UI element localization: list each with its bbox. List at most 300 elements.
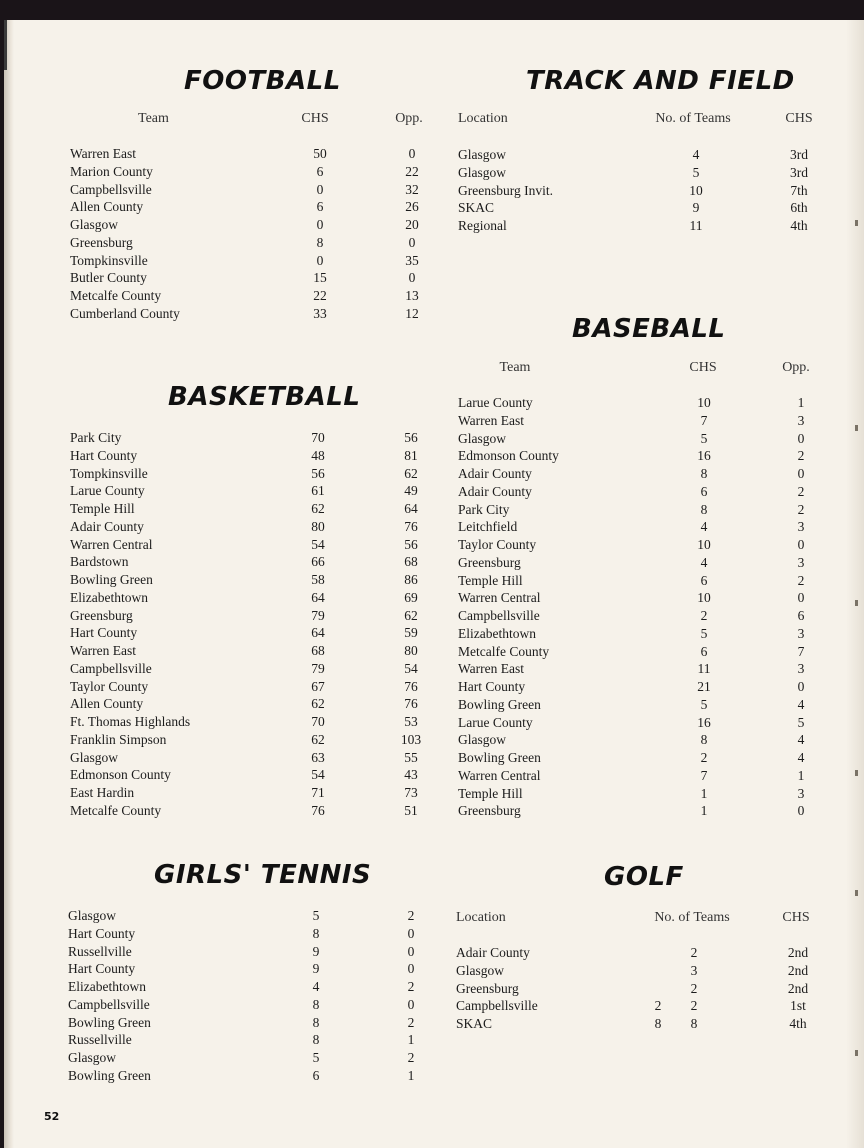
track-row <box>4 183 864 201</box>
baseball-row <box>4 750 864 768</box>
opponent-cell: Bowling Green <box>70 572 153 587</box>
opponent-cell: Park City <box>70 430 122 445</box>
opponent-cell: Elizabethtown <box>70 589 148 605</box>
opp-score-cell: 86 <box>404 572 418 587</box>
baseball-header-team: Team <box>499 360 531 375</box>
baseball-row <box>4 448 864 466</box>
chs-score-cell: 15 <box>313 270 327 286</box>
chs-score-cell: 6 <box>700 483 708 499</box>
golf-row <box>4 963 864 981</box>
chs-score-cell: 71 <box>311 785 325 800</box>
edge-mark <box>855 1050 858 1056</box>
football-title: FOOTBALL <box>184 66 341 96</box>
location-cell: Greensburg <box>456 980 519 996</box>
chs-score-cell: 2 <box>700 608 708 623</box>
binding-mark <box>4 20 7 70</box>
baseball-row <box>4 732 864 750</box>
opp-score-cell: 0 <box>408 234 416 250</box>
teams-cell: 3 <box>690 962 698 978</box>
baseball-row <box>4 431 864 449</box>
opponent-cell: Campbellsville <box>68 996 150 1012</box>
chs-score-cell: 6 <box>316 163 324 179</box>
teams-cell: 4 <box>692 147 700 162</box>
baseball-row <box>4 502 864 520</box>
chs-score-cell: 7 <box>700 412 708 428</box>
opp-score-cell: 3 <box>797 661 805 677</box>
opp-score-cell: 1 <box>407 1032 415 1048</box>
chs-score-cell: 5 <box>312 1050 320 1065</box>
opp-score-cell: 4 <box>797 696 805 712</box>
teams-cell: 5 <box>692 164 700 180</box>
opponent-cell: Greensburg <box>458 803 521 819</box>
golf-title: GOLF <box>604 862 684 892</box>
baseball-row <box>4 644 864 662</box>
baseball-table <box>4 395 864 821</box>
tennis-row <box>4 1032 434 1050</box>
opp-score-cell: 1 <box>797 395 805 410</box>
baseball-row <box>4 484 864 502</box>
opp-score-cell: 54 <box>404 660 418 676</box>
chs-score-cell: 63 <box>311 749 325 765</box>
opp-score-cell: 32 <box>405 181 419 197</box>
opponent-cell: Glasgow <box>68 1050 116 1065</box>
opp-score-cell: 81 <box>404 447 418 463</box>
opp-score-cell: 0 <box>797 590 805 606</box>
chs-score-cell: 70 <box>311 714 325 729</box>
baseball-row <box>4 768 864 786</box>
chs-score-cell: 4 <box>312 979 320 994</box>
chs-score-cell: 8 <box>700 501 708 517</box>
baseball-row <box>4 466 864 484</box>
track-header-teams: No. of Teams <box>655 111 731 126</box>
page-number: 52 <box>44 1110 60 1123</box>
baseball-row <box>4 413 864 431</box>
chs-score-cell: 62 <box>311 731 325 747</box>
baseball-header-chs: CHS <box>689 360 717 375</box>
baseball-row <box>4 590 864 608</box>
opponent-cell: Campbellsville <box>70 181 152 197</box>
teams-cell: 11 <box>689 218 703 233</box>
football-header-opp: Opp. <box>395 111 423 126</box>
opp-score-cell: 73 <box>404 785 418 800</box>
opp-score-cell: 0 <box>797 466 805 481</box>
opponent-cell: Glasgow <box>68 908 116 923</box>
opp-score-cell: 7 <box>797 643 805 659</box>
opp-score-cell: 2 <box>407 908 415 923</box>
opp-score-cell: 56 <box>404 536 418 552</box>
location-cell: Greensburg Invit. <box>458 182 553 198</box>
opponent-cell: Warren East <box>458 412 525 428</box>
opponent-cell: Adair County <box>70 518 144 534</box>
opp-score-cell: 20 <box>405 217 419 232</box>
opp-score-cell: 0 <box>407 943 415 959</box>
chs-score-cell: 0 <box>316 252 324 268</box>
yearbook-page <box>4 20 864 1148</box>
opp-score-cell: 80 <box>404 643 418 658</box>
opponent-cell: Bowling Green <box>68 1014 151 1030</box>
baseball-row <box>4 519 864 537</box>
place-cell: 1st <box>790 998 806 1014</box>
baseball-header-opp: Opp. <box>782 360 810 375</box>
baseball-row <box>4 803 864 821</box>
chs-score-cell: 64 <box>311 589 325 605</box>
football-row <box>4 306 434 324</box>
opponent-cell: Warren Central <box>458 590 541 606</box>
opponent-cell: Hart County <box>68 961 136 977</box>
chs-score-cell: 0 <box>316 181 324 197</box>
tennis-row <box>4 1050 434 1068</box>
chs-score-cell: 8 <box>312 1032 320 1048</box>
place-cell: 6th <box>790 200 808 216</box>
opp-score-cell: 51 <box>404 802 418 818</box>
opp-score-cell: 64 <box>404 501 418 516</box>
extra-number-cell: 2 <box>654 998 662 1014</box>
chs-score-cell: 8 <box>312 996 320 1012</box>
chs-score-cell: 10 <box>697 590 711 606</box>
chs-score-cell: 21 <box>697 679 711 694</box>
opponent-cell: Bowling Green <box>68 1067 151 1083</box>
place-cell: 2nd <box>787 945 809 960</box>
opp-score-cell: 76 <box>404 696 418 712</box>
opponent-cell: Campbellsville <box>458 608 540 623</box>
chs-score-cell: 4 <box>700 554 708 570</box>
golf-table <box>4 945 864 1034</box>
opp-score-cell: 2 <box>797 572 805 588</box>
golf-row <box>4 981 864 999</box>
place-cell: 7th <box>790 182 808 198</box>
location-cell: Glasgow <box>458 147 506 162</box>
opponent-cell: Allen County <box>70 696 144 712</box>
opponent-cell: Metcalfe County <box>458 643 550 659</box>
opponent-cell: Temple Hill <box>458 572 523 588</box>
opp-score-cell: 3 <box>797 519 805 535</box>
chs-score-cell: 66 <box>311 554 325 570</box>
baseball-row <box>4 537 864 555</box>
opponent-cell: Temple Hill <box>458 785 523 801</box>
basketball-title: BASKETBALL <box>168 382 361 412</box>
opponent-cell: Cumberland County <box>70 305 180 321</box>
opponent-cell: Hart County <box>458 679 526 694</box>
opp-score-cell: 3 <box>797 625 805 641</box>
opponent-cell: Ft. Thomas Highlands <box>70 714 191 729</box>
opp-score-cell: 43 <box>404 767 418 783</box>
football-header-chs: CHS <box>301 111 329 126</box>
opp-score-cell: 4 <box>797 732 805 748</box>
opp-score-cell: 0 <box>407 961 415 977</box>
edge-mark <box>855 890 858 896</box>
opp-score-cell: 26 <box>405 199 419 215</box>
opponent-cell: Bowling Green <box>458 750 541 765</box>
chs-score-cell: 7 <box>700 767 708 783</box>
opponent-cell: Metcalfe County <box>70 288 162 303</box>
teams-cell: 8 <box>690 1016 698 1031</box>
chs-score-cell: 54 <box>311 767 325 783</box>
location-cell: SKAC <box>458 200 495 216</box>
place-cell: 3rd <box>790 164 808 180</box>
tennis-row <box>4 926 434 944</box>
tennis-row <box>4 1068 434 1086</box>
opponent-cell: Greensburg <box>70 234 133 250</box>
opponent-cell: Taylor County <box>458 537 537 552</box>
chs-score-cell: 5 <box>700 696 708 712</box>
opp-score-cell: 6 <box>797 608 805 623</box>
opp-score-cell: 0 <box>408 270 416 286</box>
opponent-cell: Edmonson County <box>70 767 171 783</box>
opp-score-cell: 0 <box>797 803 805 819</box>
opponent-cell: Butler County <box>70 270 147 286</box>
opponent-cell: Larue County <box>70 483 145 499</box>
golf-header-teams: No. of Teams <box>654 910 730 925</box>
baseball-row <box>4 573 864 591</box>
chs-score-cell: 8 <box>700 732 708 748</box>
opp-score-cell: 22 <box>405 163 419 179</box>
chs-score-cell: 76 <box>311 802 325 818</box>
baseball-row <box>4 608 864 626</box>
chs-score-cell: 6 <box>700 643 708 659</box>
opponent-cell: Franklin Simpson <box>70 731 167 747</box>
opponent-cell: Tompkinsville <box>70 465 148 481</box>
opp-score-cell: 2 <box>797 501 805 517</box>
chs-score-cell: 61 <box>311 483 325 499</box>
track-row <box>4 165 864 183</box>
opponent-cell: Warren East <box>70 146 137 161</box>
chs-score-cell: 8 <box>312 1014 320 1030</box>
opp-score-cell: 62 <box>404 465 418 481</box>
opponent-cell: Warren Central <box>70 536 153 552</box>
golf-header-location: Location <box>456 910 506 925</box>
opponent-cell: Tompkinsville <box>70 252 148 268</box>
place-cell: 2nd <box>787 980 809 996</box>
track-row <box>4 147 864 165</box>
opponent-cell: Adair County <box>458 466 532 481</box>
opp-score-cell: 0 <box>797 537 805 552</box>
opp-score-cell: 55 <box>404 749 418 765</box>
opponent-cell: Taylor County <box>70 678 149 694</box>
opponent-cell: Warren Central <box>458 767 541 783</box>
opp-score-cell: 0 <box>797 430 805 446</box>
extra-number-cell: 8 <box>654 1016 662 1031</box>
opp-score-cell: 76 <box>404 518 418 534</box>
chs-score-cell: 0 <box>316 217 324 232</box>
chs-score-cell: 4 <box>700 519 708 535</box>
opponent-cell: Marion County <box>70 163 153 179</box>
baseball-row <box>4 679 864 697</box>
place-cell: 4th <box>790 218 808 233</box>
chs-score-cell: 22 <box>313 288 327 303</box>
tennis-title: GIRLS' TENNIS <box>154 860 372 890</box>
chs-score-cell: 9 <box>312 943 320 959</box>
opp-score-cell: 2 <box>407 1050 415 1065</box>
teams-cell: 9 <box>692 200 700 216</box>
opponent-cell: Elizabethtown <box>458 625 536 641</box>
chs-score-cell: 79 <box>311 660 325 676</box>
chs-score-cell: 33 <box>313 305 327 321</box>
football-row <box>4 253 434 271</box>
opp-score-cell: 2 <box>797 448 805 464</box>
opp-score-cell: 49 <box>404 483 418 499</box>
opp-score-cell: 2 <box>407 979 415 994</box>
opp-score-cell: 35 <box>405 252 419 268</box>
chs-score-cell: 5 <box>700 430 708 446</box>
chs-score-cell: 48 <box>311 447 325 463</box>
chs-score-cell: 8 <box>312 925 320 941</box>
opponent-cell: Russellville <box>68 943 132 959</box>
opponent-cell: East Hardin <box>70 785 135 800</box>
chs-score-cell: 2 <box>700 750 708 765</box>
chs-score-cell: 62 <box>311 501 325 516</box>
chs-score-cell: 1 <box>700 785 708 801</box>
chs-score-cell: 5 <box>312 908 320 923</box>
opponent-cell: Metcalfe County <box>70 802 162 818</box>
teams-cell: 10 <box>689 182 703 198</box>
chs-score-cell: 5 <box>700 625 708 641</box>
teams-cell: 2 <box>690 945 698 960</box>
opp-score-cell: 53 <box>404 714 418 729</box>
opponent-cell: Russellville <box>68 1032 132 1048</box>
chs-score-cell: 54 <box>311 536 325 552</box>
opponent-cell: Hart County <box>70 447 138 463</box>
chs-score-cell: 50 <box>313 146 327 161</box>
location-cell: Regional <box>458 218 507 233</box>
opp-score-cell: 1 <box>407 1067 415 1083</box>
opp-score-cell: 76 <box>404 678 418 694</box>
chs-score-cell: 80 <box>311 518 325 534</box>
tennis-row <box>4 908 434 926</box>
opponent-cell: Elizabethtown <box>68 979 146 994</box>
opp-score-cell: 0 <box>408 146 416 161</box>
opp-score-cell: 0 <box>407 925 415 941</box>
opponent-cell: Glasgow <box>70 217 118 232</box>
golf-row <box>4 1016 864 1034</box>
opponent-cell: Hart County <box>68 925 136 941</box>
opponent-cell: Hart County <box>70 625 138 641</box>
location-cell: Glasgow <box>458 164 506 180</box>
opponent-cell: Larue County <box>458 395 533 410</box>
opponent-cell: Edmonson County <box>458 448 559 464</box>
opp-score-cell: 13 <box>405 288 419 303</box>
chs-score-cell: 10 <box>697 537 711 552</box>
opponent-cell: Adair County <box>458 483 532 499</box>
chs-score-cell: 70 <box>311 430 325 445</box>
football-row <box>4 235 434 253</box>
baseball-row <box>4 697 864 715</box>
football-row <box>4 288 434 306</box>
location-cell: Glasgow <box>456 962 504 978</box>
location-cell: Campbellsville <box>456 998 538 1014</box>
opponent-cell: Warren East <box>458 661 525 677</box>
opp-score-cell: 2 <box>797 483 805 499</box>
place-cell: 3rd <box>790 147 808 162</box>
opponent-cell: Glasgow <box>458 430 506 446</box>
opp-score-cell: 4 <box>797 750 805 765</box>
chs-score-cell: 9 <box>312 961 320 977</box>
teams-cell: 2 <box>690 998 698 1014</box>
chs-score-cell: 58 <box>311 572 325 587</box>
opp-score-cell: 0 <box>407 996 415 1012</box>
opponent-cell: Greensburg <box>70 607 133 623</box>
baseball-row <box>4 555 864 573</box>
opponent-cell: Bowling Green <box>458 696 541 712</box>
chs-score-cell: 56 <box>311 465 325 481</box>
golf-row <box>4 998 864 1016</box>
chs-score-cell: 11 <box>697 661 711 677</box>
opponent-cell: Allen County <box>70 199 144 215</box>
opp-score-cell: 0 <box>797 679 805 694</box>
chs-score-cell: 1 <box>700 803 708 819</box>
baseball-row <box>4 786 864 804</box>
opponent-cell: Bardstown <box>70 554 129 570</box>
teams-cell: 2 <box>690 980 698 996</box>
track-header-chs: CHS <box>785 111 813 126</box>
track-header-location: Location <box>458 111 508 126</box>
opp-score-cell: 3 <box>797 554 805 570</box>
track-row <box>4 200 864 218</box>
location-cell: Adair County <box>456 945 530 960</box>
opponent-cell: Greensburg <box>458 554 521 570</box>
opp-score-cell: 62 <box>404 607 418 623</box>
opp-score-cell: 68 <box>404 554 418 570</box>
track-row <box>4 218 864 236</box>
opponent-cell: Park City <box>458 501 510 517</box>
opp-score-cell: 12 <box>405 305 419 321</box>
opp-score-cell: 3 <box>797 785 805 801</box>
opponent-cell: Glasgow <box>458 732 506 748</box>
opponent-cell: Larue County <box>458 714 533 730</box>
chs-score-cell: 16 <box>697 448 711 464</box>
golf-header-chs: CHS <box>782 910 810 925</box>
opp-score-cell: 3 <box>797 412 805 428</box>
chs-score-cell: 16 <box>697 714 711 730</box>
opp-score-cell: 1 <box>797 767 805 783</box>
chs-score-cell: 8 <box>316 234 324 250</box>
baseball-row <box>4 626 864 644</box>
chs-score-cell: 8 <box>700 466 708 481</box>
golf-row <box>4 945 864 963</box>
chs-score-cell: 64 <box>311 625 325 641</box>
opponent-cell: Leitchfield <box>458 519 518 535</box>
football-row <box>4 270 434 288</box>
chs-score-cell: 68 <box>311 643 325 658</box>
track-table <box>4 147 864 236</box>
chs-score-cell: 67 <box>311 678 325 694</box>
opp-score-cell: 2 <box>407 1014 415 1030</box>
opponent-cell: Glasgow <box>70 749 118 765</box>
opponent-cell: Temple Hill <box>70 501 135 516</box>
opp-score-cell: 103 <box>400 731 422 747</box>
baseball-row <box>4 715 864 733</box>
football-header-team: Team <box>138 111 169 126</box>
chs-score-cell: 79 <box>311 607 325 623</box>
baseball-row <box>4 395 864 413</box>
baseball-row <box>4 661 864 679</box>
track-title: TRACK AND FIELD <box>526 66 795 96</box>
location-cell: SKAC <box>456 1016 493 1031</box>
chs-score-cell: 10 <box>697 395 711 410</box>
chs-score-cell: 62 <box>311 696 325 712</box>
chs-score-cell: 6 <box>700 572 708 588</box>
opp-score-cell: 69 <box>404 589 418 605</box>
opponent-cell: Campbellsville <box>70 660 152 676</box>
opp-score-cell: 5 <box>797 714 805 730</box>
baseball-title: BASEBALL <box>572 314 726 344</box>
chs-score-cell: 6 <box>312 1067 320 1083</box>
opp-score-cell: 56 <box>404 430 418 445</box>
opp-score-cell: 59 <box>404 625 418 641</box>
place-cell: 2nd <box>787 962 809 978</box>
chs-score-cell: 6 <box>316 199 324 215</box>
place-cell: 4th <box>789 1016 807 1031</box>
opponent-cell: Warren East <box>70 643 137 658</box>
